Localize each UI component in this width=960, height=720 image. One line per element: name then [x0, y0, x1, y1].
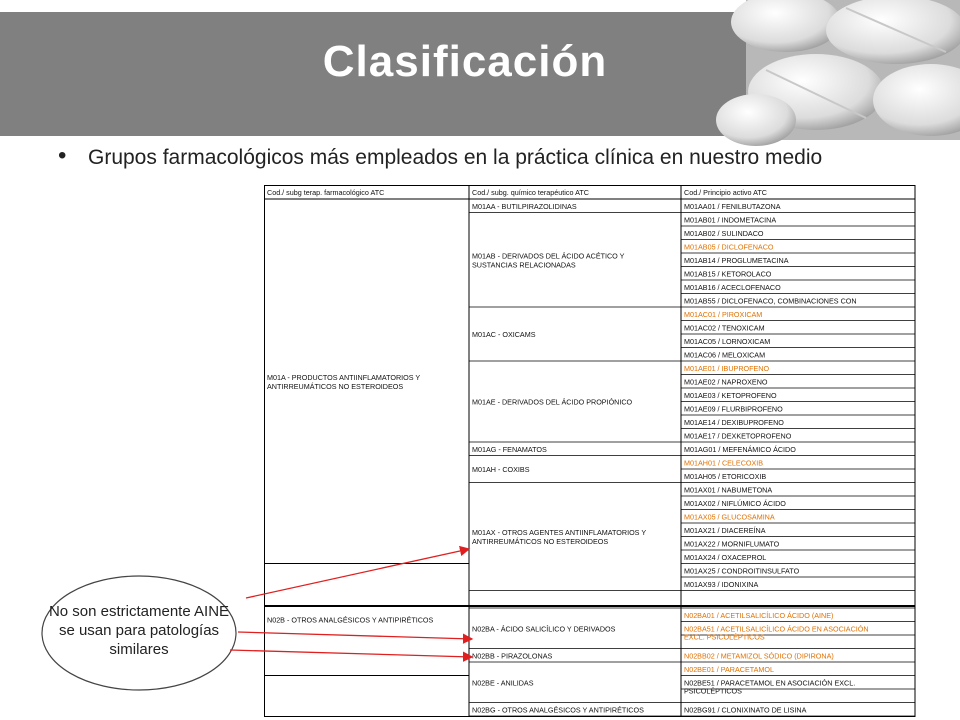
bullet-dot: •: [58, 142, 67, 169]
table-cell-therapeutic-subgroup: M01A - PRODUCTOS ANTIINFLAMATORIOS Y: [267, 372, 421, 382]
table-cell-active-ingredient: M01AX02 / NIFLÚMICO ÁCIDO: [684, 499, 786, 508]
table-cell-active-ingredient: M01AE01 / IBUPROFENO: [684, 364, 770, 373]
table-cell-active-ingredient: PSICOLÉPTICOS: [684, 686, 742, 696]
table-cell-active-ingredient: N02BE51 / PARACETAMOL EN ASOCIACIÓN EXCL.: [684, 678, 856, 688]
table-cell-active-ingredient: M01AC05 / LORNOXICAM: [684, 337, 771, 346]
table-cell-active-ingredient: M01AC06 / MELOXICAM: [684, 350, 766, 360]
table-header-3: Cod./ Principio activo ATC: [684, 188, 767, 197]
table-cell-therapeutic-subgroup: N02B - OTROS ANALGÉSICOS Y ANTIPIRÉTICOS: [267, 615, 434, 625]
table-cell-active-ingredient: M01AE03 / KETOPROFENO: [684, 391, 777, 400]
table-cell-chemical-subgroup: ANTIRREUMÁTICOS NO ESTEROIDEOS: [472, 537, 609, 546]
table-cell-therapeutic-subgroup: ANTIRREUMÁTICOS NO ESTEROIDEOS: [267, 381, 404, 391]
table-cell-active-ingredient: M01AE02 / NAPROXENO: [684, 377, 768, 387]
table-cell-chemical-subgroup: M01AG - FENAMATOS: [472, 444, 547, 454]
table-cell-chemical-subgroup: M01AA - BUTILPIRAZOLIDINAS: [472, 201, 577, 211]
table-cell-active-ingredient: EXCL. PSICOLÉPTICOS: [684, 632, 765, 642]
table-cell-active-ingredient: M01AB16 / ACECLOFENACO: [684, 283, 781, 292]
table-cell-chemical-subgroup: M01AX - OTROS AGENTES ANTIINFLAMATORIOS Y: [472, 528, 647, 537]
table-cell-active-ingredient: M01AE09 / FLURBIPROFENO: [684, 404, 783, 414]
table-cell-chemical-subgroup: M01AC - OXICAMS: [472, 330, 536, 339]
table-cell-active-ingredient: N02BA01 / ACETILSALICÍLICO ÁCIDO (AINE): [684, 611, 834, 620]
table-cell-active-ingredient: M01AC02 / TENOXICAM: [684, 323, 765, 333]
table-header-2: Cod./ subg. químico terapéutico ATC: [472, 188, 589, 197]
table-cell-active-ingredient: M01AH01 / CELECOXIB: [684, 458, 764, 468]
table-cell-active-ingredient: M01AB14 / PROGLUMETACINA: [684, 256, 789, 265]
atc-classification-table: [264, 185, 916, 715]
table-cell-chemical-subgroup: M01AB - DERIVADOS DEL ÁCIDO ACÉTICO Y: [472, 251, 625, 261]
table-cell-active-ingredient: M01AX05 / GLUCOSAMINA: [684, 512, 775, 522]
table-cell-chemical-subgroup: N02BA - ÁCIDO SALICÍLICO Y DERIVADOS: [472, 624, 616, 634]
slide-title: Clasificación: [322, 37, 608, 86]
table-cell-active-ingredient: M01AX24 / OXACEPROL: [684, 553, 767, 562]
table-cell-active-ingredient: M01AX22 / MORNIFLUMATO: [684, 539, 780, 549]
table-cell-chemical-subgroup: N02BE - ANILIDAS: [472, 678, 534, 688]
bullet-text: Grupos farmacológicos más empleados en la práctica clínica en nuestro medio: [88, 146, 823, 169]
table-cell-chemical-subgroup: M01AH - COXIBS: [472, 465, 530, 474]
table-cell-active-ingredient: N02BA51 / ACETILSALICÍLICO ÁCIDO EN ASOCIACIÓN: [684, 624, 869, 634]
table-cell-active-ingredient: M01AE17 / DEXKETOPROFENO: [684, 431, 792, 441]
table-cell-chemical-subgroup: M01AE - DERIVADOS DEL ÁCIDO PROPIÓNICO: [472, 397, 633, 407]
callout-text: No son estrictamente AINE se usan para patologías similares: [48, 603, 230, 658]
table-cell-chemical-subgroup: SUSTANCIAS RELACIONADAS: [472, 260, 576, 270]
table-cell-active-ingredient: N02BG91 / CLONIXINATO DE LISINA: [684, 705, 807, 715]
table-cell-active-ingredient: M01AG01 / MEFENÁMICO ÁCIDO: [684, 445, 796, 454]
table-cell-active-ingredient: M01AE14 / DEXIBUPROFENO: [684, 418, 784, 427]
table-cell-active-ingredient: M01AB15 / KETOROLACO: [684, 269, 772, 279]
table-cell-active-ingredient: M01AX93 / IDONIXINA: [684, 580, 759, 589]
table-cell-active-ingredient: M01AX25 / CONDROITINSULFATO: [684, 566, 800, 576]
table-cell-active-ingredient: M01AX21 / DIACEREÍNA: [684, 526, 766, 535]
table-cell-active-ingredient: N02BB02 / METAMIZOL SÓDICO (DIPIRONA): [684, 651, 834, 661]
table-cell-chemical-subgroup: N02BG - OTROS ANALGÉSICOS Y ANTIPIRÉTICOS: [472, 705, 644, 715]
table-cell-active-ingredient: N02BE01 / PARACETAMOL: [684, 665, 775, 674]
table-cell-active-ingredient: M01AB01 / INDOMETACINA: [684, 215, 777, 225]
table-cell-chemical-subgroup: N02BB - PIRAZOLONAS: [472, 651, 553, 661]
table-cell-active-ingredient: M01AX01 / NABUMETONA: [684, 485, 773, 495]
table-cell-active-ingredient: M01AB05 / DICLOFENACO: [684, 242, 774, 252]
table-cell-active-ingredient: M01AC01 / PIROXICAM: [684, 310, 763, 319]
table-cell-active-ingredient: M01AB02 / SULINDACO: [684, 229, 764, 238]
table-cell-active-ingredient: M01AH05 / ETORICOXIB: [684, 472, 767, 481]
table-cell-active-ingredient: M01AB55 / DICLOFENACO, COMBINACIONES CON: [684, 296, 857, 306]
table-cell-active-ingredient: M01AA01 / FENILBUTAZONA: [684, 202, 781, 211]
table-header-1: Cod./ subg terap. farmacológico ATC: [267, 188, 385, 197]
